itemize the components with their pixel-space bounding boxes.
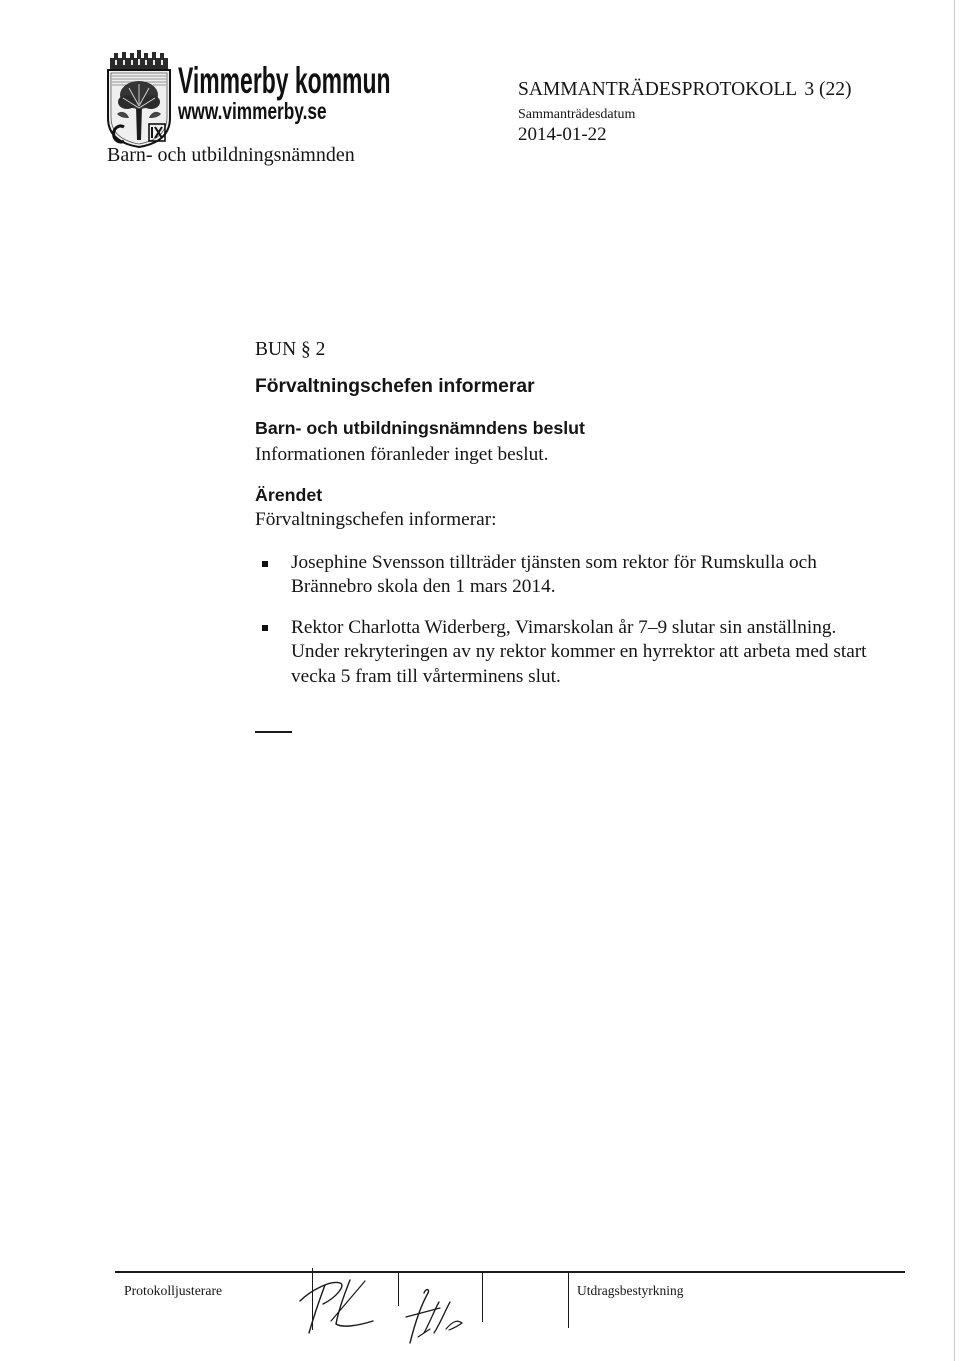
matter-intro: Förvaltningschefen informerar: xyxy=(255,509,497,530)
page-number: 3 (22) xyxy=(804,79,852,100)
signature-adjuster-2 xyxy=(400,1285,475,1350)
section-end-rule xyxy=(255,731,292,733)
adjuster-label: Protokolljusterare xyxy=(124,1283,223,1298)
decision-heading: Barn- och utbildningsnämndens beslut xyxy=(255,418,585,438)
org-name: Vimmerby kommun xyxy=(178,60,391,101)
matter-heading: Ärendet xyxy=(255,485,323,505)
website-text: www.vimmerby.se xyxy=(178,98,327,124)
decision-text: Informationen föranleder inget beslut. xyxy=(255,444,549,465)
list-item-line: Josephine Svensson tillträder tjänsten som rektor för Rumskulla och xyxy=(291,552,817,573)
list-item-line: vecka 5 fram till vårterminens slut. xyxy=(291,666,561,687)
committee-name: Barn- och utbildningsnämnden xyxy=(107,144,355,166)
paragraph-number: BUN § 2 xyxy=(255,339,326,360)
scan-edge-line xyxy=(954,0,955,1361)
list-item-line: Under rekryteringen av ny rektor kommer en hyrrektor att arbeta med start xyxy=(291,641,867,662)
document-title xyxy=(518,80,851,100)
meeting-date: 2014-01-22 xyxy=(518,124,607,145)
bullet-square-icon xyxy=(262,561,268,567)
meeting-date-label: Sammanträdesdatum xyxy=(518,107,636,122)
crown-towers xyxy=(110,50,168,69)
signature-box-divider xyxy=(482,1272,483,1322)
certification-label: Utdragsbestyrkning xyxy=(577,1283,684,1298)
signature-adjuster-1 xyxy=(295,1275,380,1340)
list-item-line: Brännebro skola den 1 mars 2014. xyxy=(291,576,556,597)
signature-box-divider xyxy=(398,1272,399,1306)
bullet-square-icon xyxy=(262,625,268,631)
footer-rule xyxy=(115,1271,905,1273)
section-title: Förvaltningschefen informerar xyxy=(255,376,535,397)
list-item-line: Rektor Charlotta Widerberg, Vimarskolan år 7–9 slutar sin anställning. xyxy=(291,617,837,638)
signature-box-divider xyxy=(568,1272,569,1328)
coat-of-arms-icon xyxy=(105,48,173,148)
document-type: SAMMANTRÄDESPROTOKOLL xyxy=(518,79,797,100)
